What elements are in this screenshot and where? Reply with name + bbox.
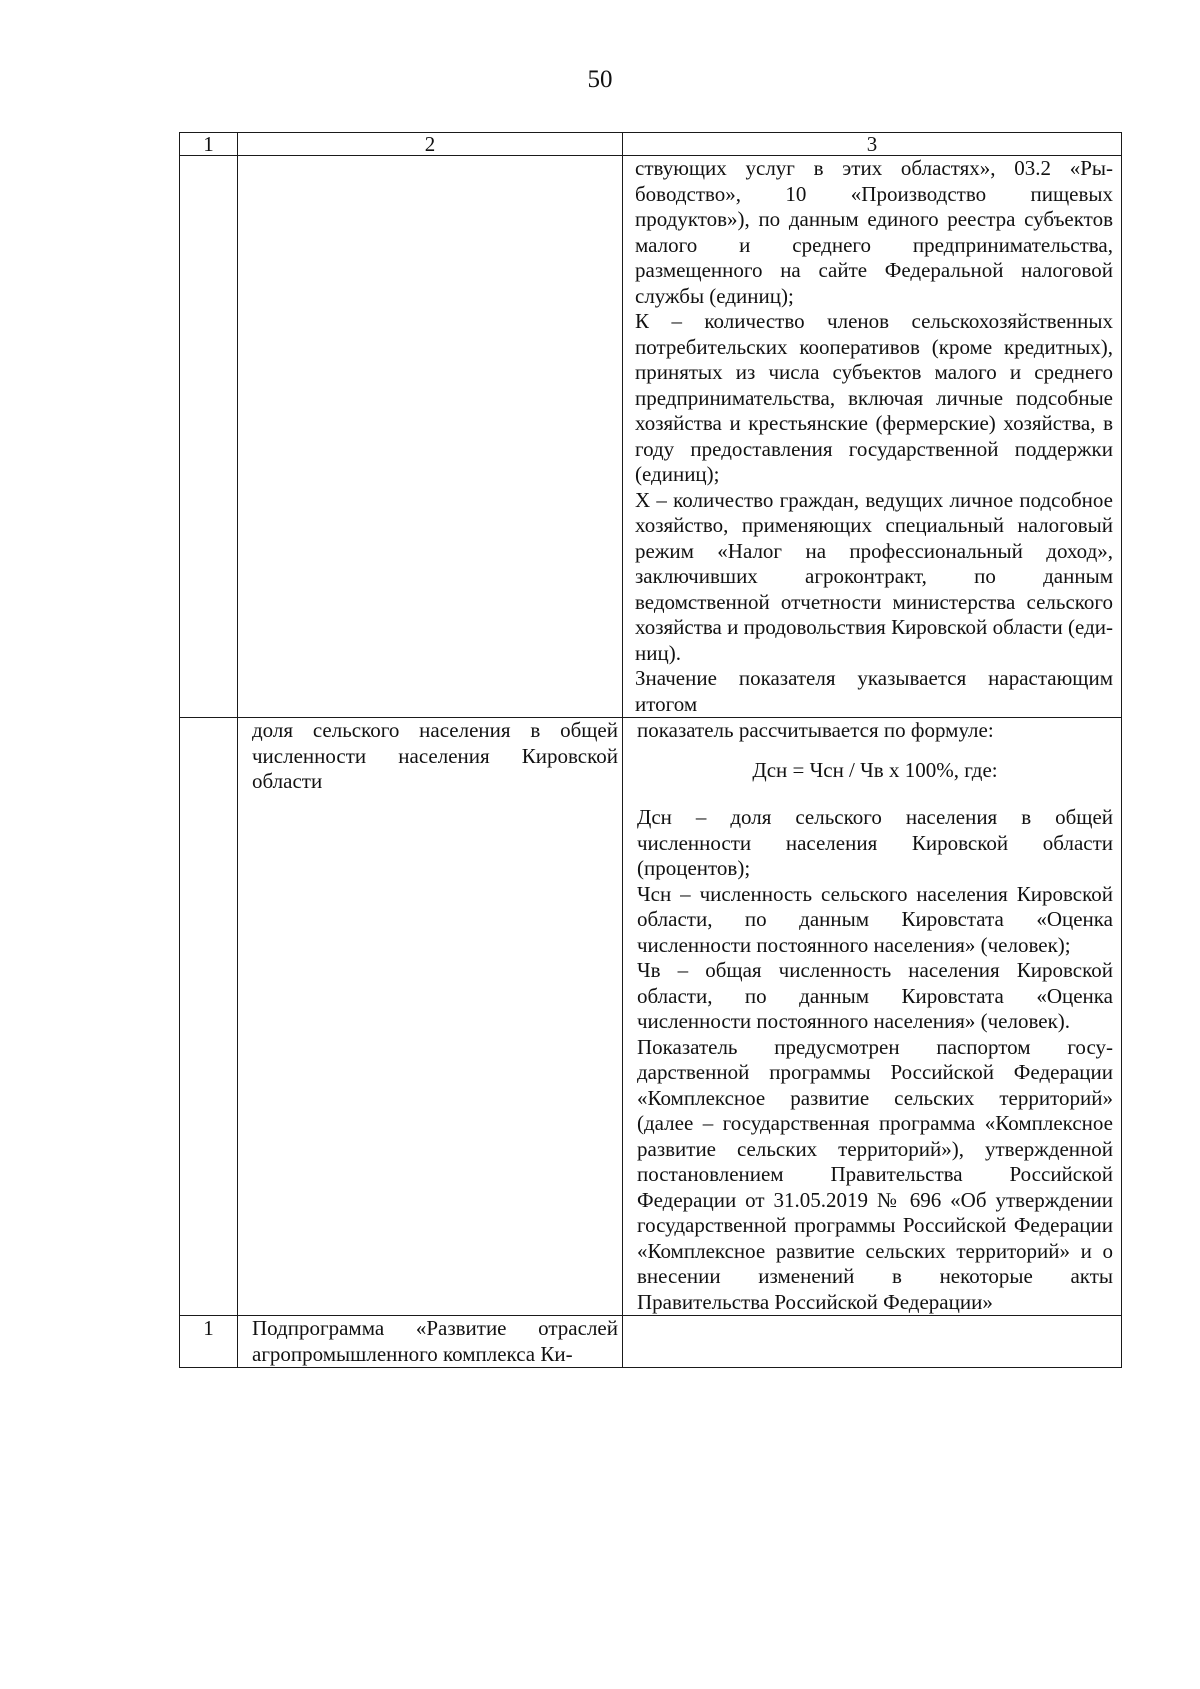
table-row [180,156,1122,718]
table-row [180,1316,1122,1368]
header-col-1: 1 [180,133,238,156]
row2-col3 [623,718,1122,1316]
formula-intro: показатель рассчитывается по формуле: [637,718,994,742]
row1-col3 [623,156,1122,718]
formula: Дсн = Чсн / Чв х 100%, где: [752,757,998,782]
row3-col3 [623,1316,1122,1368]
indicator-table [179,132,1122,1368]
row2-paragraph: Показатель предусмотрен паспортом государственной программы Российской Федерации «Комплексное развитие сельских территорий» (далее – государственная программа «Комплексное развитие сельских территорий»), утвержденной постановлением Правительства Российской Федерации от 31.05.2019 № 696 «Об утверждении государственной программы Российской Федерации «Комплексное развитие сельских территорий» и о внесении изменений в некоторые акты Правительства Российской Федерации» [637,1034,1113,1314]
page-number: 50 [587,66,613,93]
subprogram-title: Подпрограмма «Развитие отраслей агропромышленного комплекса Ки- [252,1316,618,1366]
row2-paragraph: Чсн – численность сельского населения Кировской области, по данным Кировстата «Оценка численности постоянного населения» (человек); [637,881,1113,957]
row1-col2 [238,156,623,718]
row2-col2 [238,718,623,1316]
row2-col1 [180,718,238,1316]
indicator-name: доля сельского населения в общей численности населения Кировской области [252,718,618,793]
header-col-2: 2 [238,133,623,156]
row3-col1: 1 [180,1316,238,1368]
header-col-3: 3 [623,133,1122,156]
row1-col1 [180,156,238,718]
row2-paragraph: Чв – общая численность населения Кировской области, по данным Кировстата «Оценка численности постоянного населения» (человек). [637,958,1113,1033]
row1-paragraph: К – количество членов сельскохозяйственных потребительских кооперативов (кроме кредитных), принятых из числа субъектов малого и среднего предпринимательства, включая личные подсобные хозяйства и крестьянские (фермерские) хозяйства, в году предоставления государственной поддержки (единиц); [635,309,1113,486]
row1-paragraph: Значение показателя указывается нарастающим итогом [635,666,1113,716]
table-row [180,718,1122,1316]
row1-paragraph: ствующих услуг в этих областях», 03.2 «Рыбоводство», 10 «Производство пищевых продуктов»), по данным единого реестра субъектов малого и среднего предпринимательства, размещенного на сайте Федеральной налоговой службы (единиц); [635,156,1113,308]
row2-paragraph: Дсн – доля сельского населения в общей численности населения Кировской области (процентов); [637,805,1113,880]
row1-paragraph: Х – количество граждан, ведущих личное подсобное хозяйство, применяющих специальный налоговый режим «Налог на профессиональный доход», заключивших агроконтракт, по данным ведомственной отчетности министерства сельского хозяйства и продовольствия Кировской области (единиц). [635,487,1113,665]
row3-col2 [238,1316,623,1368]
table-header-row [180,133,1122,156]
